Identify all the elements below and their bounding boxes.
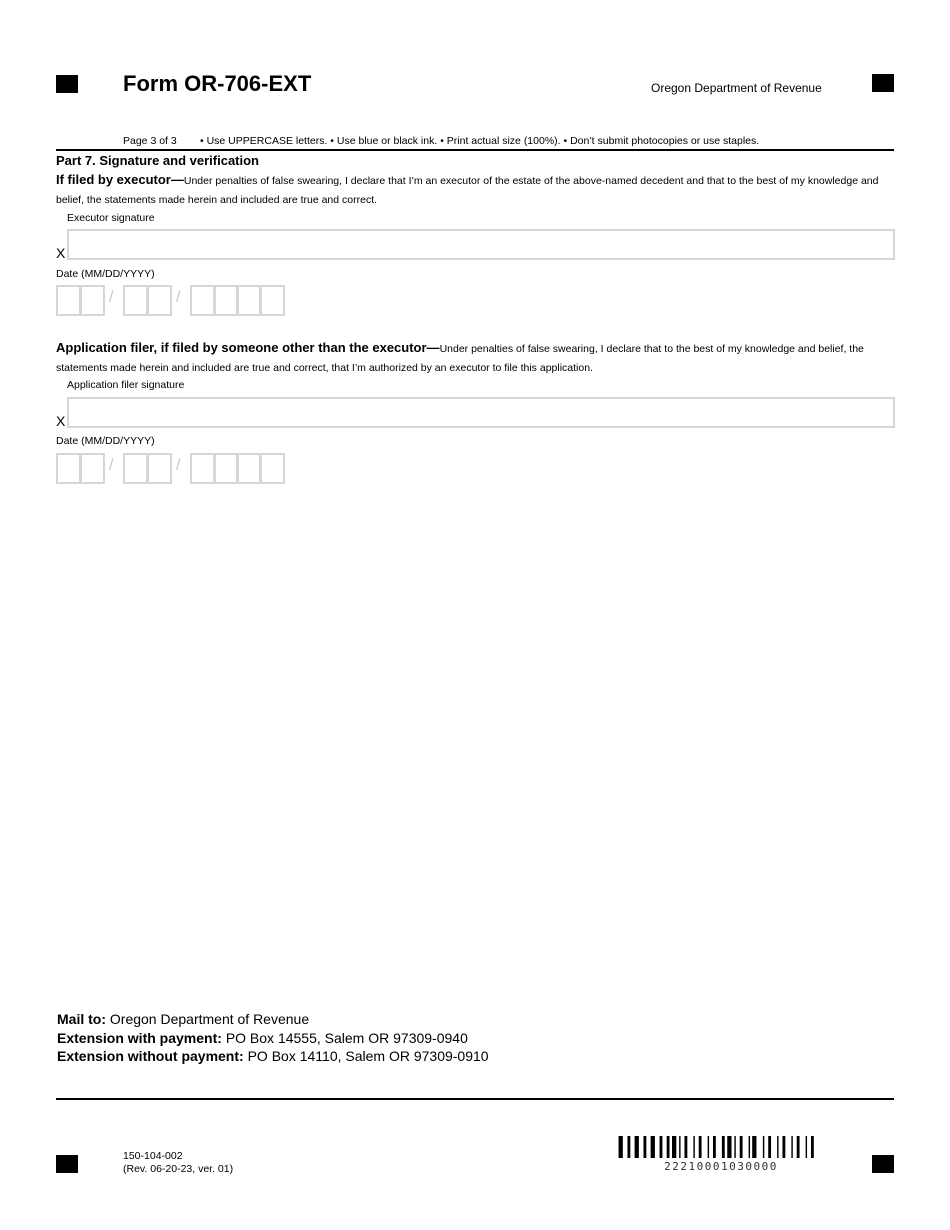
with-payment-address: PO Box 14555, Salem OR 97309-0940	[225, 1029, 468, 1046]
filer-date-label: Date (MM/DD/YYYY)	[56, 435, 155, 447]
mail-to-line	[57, 1010, 489, 1029]
barcode-bar	[693, 1136, 694, 1158]
barcode-bar	[679, 1136, 680, 1158]
barcode-bar	[797, 1136, 800, 1158]
mail-to-label: Mail to:	[57, 1011, 106, 1027]
department-name: Oregon Department of Revenue	[651, 81, 822, 95]
barcode-bar	[777, 1136, 778, 1158]
barcode-bar	[684, 1136, 687, 1158]
filer-date-day-2[interactable]	[146, 453, 172, 484]
barcode-bar	[667, 1136, 670, 1158]
barcode-bar	[791, 1136, 792, 1158]
barcode-bar	[734, 1136, 735, 1158]
header-rule	[56, 149, 894, 151]
registration-mark-top-left	[56, 75, 78, 93]
filer-signature-x: X	[56, 413, 66, 429]
barcode-bar	[635, 1136, 639, 1158]
barcode-number: 22210001030000	[664, 1160, 778, 1173]
executor-signature-field[interactable]	[67, 229, 895, 260]
form-instructions: • Use UPPERCASE letters. • Use blue or black ink. • Print actual size (100%). • Don’t submit photocopies or use staples.	[200, 135, 760, 147]
form-number: 150-104-002	[123, 1150, 183, 1162]
filer-date-separator-2: /	[176, 457, 181, 474]
barcode-bar	[722, 1136, 725, 1158]
barcode-bar	[619, 1136, 623, 1158]
part7-title: Part 7. Signature and verification	[56, 153, 259, 168]
executor-date-separator-1: /	[109, 289, 114, 306]
executor-signature-x: X	[56, 245, 66, 261]
with-payment-label: Extension with payment:	[57, 1029, 222, 1046]
with-payment-line	[57, 1029, 489, 1048]
registration-mark-bottom-right	[872, 1155, 894, 1173]
filer-date-month-2[interactable]	[79, 453, 105, 484]
barcode-bar	[699, 1136, 702, 1158]
barcode-bar	[811, 1136, 814, 1158]
executor-signature-label: Executor signature	[67, 212, 155, 224]
filer-signature-label: Application filer signature	[67, 379, 185, 391]
page-info: Page 3 of 3	[123, 135, 177, 147]
registration-mark-bottom-left	[56, 1155, 78, 1173]
executor-declaration	[56, 170, 894, 210]
barcode-bar	[651, 1136, 655, 1158]
filer-date-year-4[interactable]	[259, 453, 285, 484]
mail-to-value: Oregon Department of Revenue	[109, 1011, 310, 1027]
barcode-bar	[763, 1136, 764, 1158]
mailing-addresses	[57, 1010, 489, 1066]
filer-date-separator-1: /	[109, 457, 114, 474]
barcode-bar	[627, 1136, 630, 1158]
barcode-bar	[782, 1136, 785, 1158]
form-revision: (Rev. 06-20-23, ver. 01)	[123, 1163, 234, 1175]
executor-declaration-lead: If filed by executor—	[56, 172, 184, 187]
without-payment-line	[57, 1047, 489, 1066]
executor-date-day-2[interactable]	[146, 285, 172, 316]
without-payment-label: Extension without payment:	[57, 1048, 244, 1064]
registration-mark-top-right	[872, 74, 894, 92]
filer-signature-field[interactable]	[67, 397, 895, 428]
filer-declaration-text: Under penalties of false swearing, I declare that to the best of my knowledge and belief, the statements made herein and included are true and correct, that I’m authorized by an executor to file this application.	[56, 343, 864, 374]
executor-date-month-2[interactable]	[79, 285, 105, 316]
barcode-bar	[768, 1136, 771, 1158]
barcode-bar	[806, 1136, 807, 1158]
barcode-bar	[727, 1136, 731, 1158]
filer-declaration	[56, 338, 894, 378]
barcode-bar	[708, 1136, 709, 1158]
barcode-bar	[749, 1136, 750, 1158]
executor-date-separator-2: /	[176, 289, 181, 306]
executor-date-year-4[interactable]	[259, 285, 285, 316]
form-title: Form OR-706-EXT	[123, 71, 312, 96]
barcode-graphic	[615, 1136, 827, 1158]
footer-rule	[56, 1098, 894, 1100]
barcode-bar	[740, 1136, 743, 1158]
without-payment-address: PO Box 14110, Salem OR 97309-0910	[247, 1048, 489, 1064]
barcode-bar	[713, 1136, 716, 1158]
barcode-bar	[752, 1136, 756, 1158]
form-number-block	[123, 1150, 233, 1176]
filer-declaration-lead: Application filer, if filed by someone other than the executor—	[56, 340, 440, 355]
executor-date-label: Date (MM/DD/YYYY)	[56, 268, 155, 280]
executor-declaration-text: Under penalties of false swearing, I declare that I’m an executor of the estate of the above-named decedent and that to the best of my knowledge and belief, the statements made herein and included are true and correct.	[56, 175, 879, 206]
barcode-bar	[644, 1136, 647, 1158]
barcode-bar	[672, 1136, 676, 1158]
barcode-bar	[660, 1136, 663, 1158]
